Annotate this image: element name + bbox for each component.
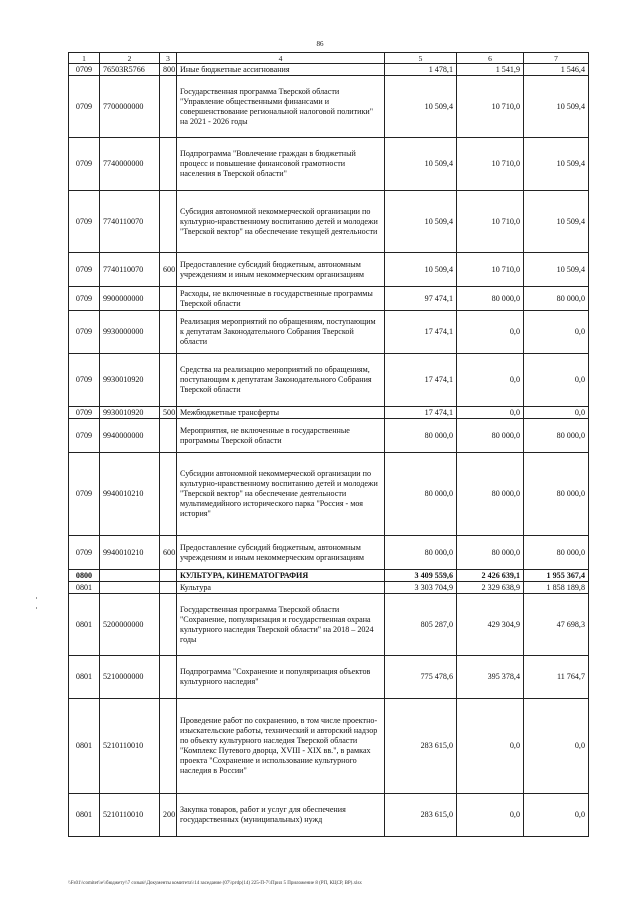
amount-year-2: 10 710,0 [457,253,524,287]
table-row [69,311,589,354]
amount-year-1: 17 474,1 [385,354,457,407]
section-code: 0709 [69,64,100,76]
header-col-1: 1 [69,53,100,64]
amount-year-2: 2 329 638,9 [457,582,524,594]
table-row [69,699,589,794]
file-path-footer: \\Fs01\\comitet\\e\\бюджету\\7 созыв\\Документы комитета\\14 заседание (07\\ргdp(14) 225-П-7\\Прил 5 Приложение 8 (РП, КЦСР, ВР).xlsx [68,881,362,886]
section-code: 0709 [69,76,100,138]
expense-type-code [160,656,177,699]
budget-table [68,52,589,837]
table-row [69,419,589,453]
table-row [69,253,589,287]
amount-year-3: 10 509,4 [524,191,589,253]
item-name: Расходы, не включенные в государственные программы Тверской области [177,287,385,311]
section-code: 0709 [69,287,100,311]
amount-year-3: 47 698,3 [524,594,589,656]
target-article-code: 9940010210 [100,536,160,570]
amount-year-3: 80 000,0 [524,287,589,311]
item-name: Иные бюджетные ассигнования [177,64,385,76]
item-name: Субсидия автономной некоммерческой организации по культурно-нравственному воспитанию детей и молодежи "Тверской вектор" на обеспечение текущей деятельности [177,191,385,253]
item-name: Проведение работ по сохранению, в том числе проектно-изыскательские работы, технический и авторский надзор по объекту культурного наследия Тверской области "Комплекс Путевого дворца, XVIII - XIX вв.", в рамках проекта "Сохранение и использование культурного наследия в России" [177,699,385,794]
amount-year-2: 0,0 [457,407,524,419]
amount-year-2: 0,0 [457,311,524,354]
item-name: Культура [177,582,385,594]
item-name: Реализация мероприятий по обращениям, поступающим к депутатам Законодательного Собрания Тверской области [177,311,385,354]
item-name: Предоставление субсидий бюджетным, автономным учреждениям и иным некоммерческим организациям [177,253,385,287]
amount-year-2: 80 000,0 [457,536,524,570]
header-col-2: 2 [100,53,160,64]
amount-year-2: 0,0 [457,794,524,837]
section-code: 0709 [69,311,100,354]
amount-year-1: 3 303 704,9 [385,582,457,594]
amount-year-2: 10 710,0 [457,76,524,138]
section-code: 0800 [69,570,100,582]
target-article-code: 7740000000 [100,138,160,191]
amount-year-3: 11 764,7 [524,656,589,699]
amount-year-1: 775 478,6 [385,656,457,699]
table-row [69,191,589,253]
table-row [69,570,589,582]
amount-year-1: 80 000,0 [385,536,457,570]
page-number: 86 [316,40,324,48]
item-name: Межбюджетные трансферты [177,407,385,419]
table-row [69,287,589,311]
expense-type-code [160,419,177,453]
amount-year-2: 429 304,9 [457,594,524,656]
amount-year-3: 0,0 [524,311,589,354]
expense-type-code: 800 [160,64,177,76]
expense-type-code [160,570,177,582]
amount-year-1: 17 474,1 [385,407,457,419]
expense-type-code [160,191,177,253]
item-name: Закупка товаров, работ и услуг для обеспечения государственных (муниципальных) нужд [177,794,385,837]
amount-year-1: 1 478,1 [385,64,457,76]
target-article-code: 7740110070 [100,253,160,287]
header-col-3: 3 [160,53,177,64]
target-article-code: 76503R5766 [100,64,160,76]
expense-type-code: 500 [160,407,177,419]
amount-year-3: 1 546,4 [524,64,589,76]
section-code: 0709 [69,253,100,287]
section-code: 0801 [69,699,100,794]
amount-year-3: 80 000,0 [524,536,589,570]
table-row [69,594,589,656]
section-code: 0709 [69,419,100,453]
section-code: 0709 [69,354,100,407]
amount-year-2: 80 000,0 [457,419,524,453]
section-code: 0709 [69,407,100,419]
table-row [69,582,589,594]
expense-type-code [160,311,177,354]
item-name: Подпрограмма "Сохранение и популяризация объектов культурного наследия" [177,656,385,699]
section-code: 0801 [69,794,100,837]
amount-year-2: 395 378,4 [457,656,524,699]
table-row [69,64,589,76]
table-row [69,76,589,138]
target-article-code: 5210000000 [100,656,160,699]
amount-year-3: 0,0 [524,794,589,837]
table-row [69,138,589,191]
target-article-code: 5210110010 [100,699,160,794]
section-code: 0709 [69,191,100,253]
amount-year-3: 0,0 [524,407,589,419]
expense-type-code: 600 [160,536,177,570]
section-code: 0801 [69,582,100,594]
target-article-code: 5200000000 [100,594,160,656]
amount-year-2: 1 541,9 [457,64,524,76]
amount-year-1: 283 615,0 [385,794,457,837]
header-col-5: 5 [385,53,457,64]
amount-year-3: 10 509,4 [524,138,589,191]
target-article-code: 7700000000 [100,76,160,138]
margin-mark [36,597,37,599]
table-row [69,453,589,536]
amount-year-2: 80 000,0 [457,287,524,311]
amount-year-2: 10 710,0 [457,191,524,253]
header-col-6: 6 [457,53,524,64]
amount-year-1: 3 409 559,6 [385,570,457,582]
expense-type-code [160,594,177,656]
table-row [69,656,589,699]
target-article-code: 9900000000 [100,287,160,311]
table-row [69,794,589,837]
amount-year-2: 80 000,0 [457,453,524,536]
amount-year-2: 2 426 639,1 [457,570,524,582]
table-row [69,354,589,407]
expense-type-code [160,76,177,138]
section-code: 0709 [69,536,100,570]
amount-year-1: 10 509,4 [385,138,457,191]
target-article-code [100,570,160,582]
section-code: 0709 [69,453,100,536]
amount-year-2: 0,0 [457,354,524,407]
amount-year-3: 1 955 367,4 [524,570,589,582]
amount-year-3: 10 509,4 [524,76,589,138]
section-code: 0801 [69,656,100,699]
item-name: Подпрограмма "Вовлечение граждан в бюджетный процесс и повышение финансовой грамотности населения в Тверской области" [177,138,385,191]
amount-year-3: 80 000,0 [524,419,589,453]
table-row [69,407,589,419]
header-col-4: 4 [177,53,385,64]
target-article-code: 7740110070 [100,191,160,253]
expense-type-code: 600 [160,253,177,287]
table-header-row [69,53,589,64]
target-article-code: 9940010210 [100,453,160,536]
amount-year-1: 10 509,4 [385,253,457,287]
item-name: КУЛЬТУРА, КИНЕМАТОГРАФИЯ [177,570,385,582]
amount-year-1: 10 509,4 [385,191,457,253]
section-code: 0709 [69,138,100,191]
amount-year-2: 0,0 [457,699,524,794]
amount-year-2: 10 710,0 [457,138,524,191]
amount-year-1: 17 474,1 [385,311,457,354]
target-article-code: 9940000000 [100,419,160,453]
target-article-code: 9930000000 [100,311,160,354]
amount-year-1: 80 000,0 [385,419,457,453]
amount-year-3: 80 000,0 [524,453,589,536]
item-name: Государственная программа Тверской области "Сохранение, популяризация и государственная охрана культурного наследия Тверской области" на 2018 – 2024 годы [177,594,385,656]
amount-year-3: 0,0 [524,354,589,407]
amount-year-3: 0,0 [524,699,589,794]
amount-year-1: 805 287,0 [385,594,457,656]
table-row [69,536,589,570]
item-name: Предоставление субсидий бюджетным, автономным учреждениям и иным некоммерческим организациям [177,536,385,570]
expense-type-code [160,354,177,407]
amount-year-1: 97 474,1 [385,287,457,311]
expense-type-code [160,287,177,311]
expense-type-code [160,582,177,594]
amount-year-1: 283 615,0 [385,699,457,794]
target-article-code: 9930010920 [100,407,160,419]
expense-type-code: 200 [160,794,177,837]
target-article-code: 5210110010 [100,794,160,837]
expense-type-code [160,453,177,536]
item-name: Средства на реализацию мероприятий по обращениям, поступающим к депутатам Законодательного Собрания Тверской области [177,354,385,407]
target-article-code: 9930010920 [100,354,160,407]
amount-year-1: 10 509,4 [385,76,457,138]
header-col-7: 7 [524,53,589,64]
item-name: Государственная программа Тверской области "Управление общественными финансами и совершенствование региональной налоговой политики" на 2021 - 2026 годы [177,76,385,138]
amount-year-3: 1 858 189,8 [524,582,589,594]
amount-year-3: 10 509,4 [524,253,589,287]
margin-mark [36,607,37,609]
target-article-code [100,582,160,594]
item-name: Субсидии автономной некоммерческой организации по культурно-нравственному воспитанию детей и молодежи "Тверской вектор" на обеспечение деятельности мультимедийного исторического парка "Россия - моя история" [177,453,385,536]
expense-type-code [160,699,177,794]
expense-type-code [160,138,177,191]
amount-year-1: 80 000,0 [385,453,457,536]
item-name: Мероприятия, не включенные в государственные программы Тверской области [177,419,385,453]
section-code: 0801 [69,594,100,656]
